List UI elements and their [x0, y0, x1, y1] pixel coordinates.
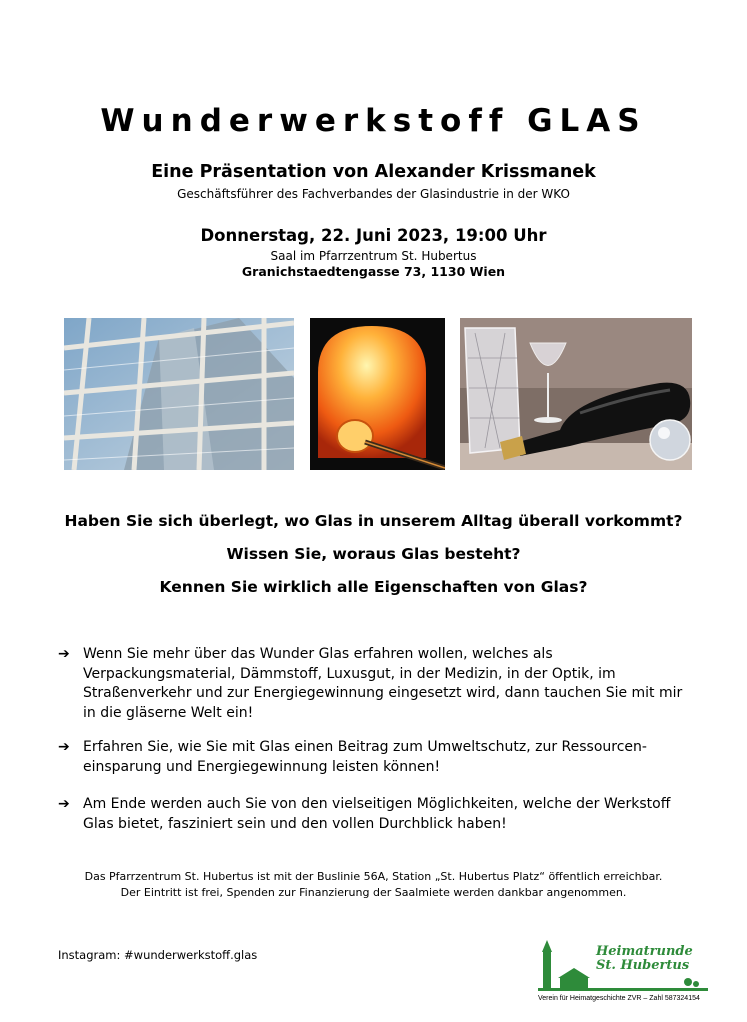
- bullet-line: Verpackungsmaterial, Dämmstoff, Luxusgut, in der Medizin, in der Optik, im: [83, 665, 616, 682]
- event-address: Granichstaedtengasse 73, 1130 Wien: [241, 264, 506, 279]
- question-1: Haben Sie sich überlegt, wo Glas in unserem Alltag überall vorkommt?: [64, 512, 683, 530]
- bullet-line: in die gläserne Welt ein!: [83, 704, 254, 721]
- glass-furnace-photo: [310, 318, 445, 470]
- event-datetime: Donnerstag, 22. Juni 2023, 19:00 Uhr: [200, 226, 547, 245]
- bullet-line: Am Ende werden auch Sie von den vielseitigen Möglichkeiten, welche der Werkstoff: [83, 796, 671, 812]
- bullet-item: [58, 795, 708, 834]
- question-2: Wissen Sie, woraus Glas besteht?: [226, 545, 521, 563]
- transport-note: Das Pfarrzentrum St. Hubertus ist mit der Buslinie 56A, Station „St. Hubertus Platz“ öffentlich erreichbar.: [84, 870, 663, 883]
- logo-name-line1: Heimatrunde: [596, 944, 693, 959]
- glass-facade-photo: [64, 318, 294, 470]
- instagram-handle: Instagram: #wunderwerkstoff.glas: [58, 948, 258, 962]
- question-3: Kennen Sie wirklich alle Eigenschaften von Glas?: [159, 578, 588, 596]
- arrow-right-icon: ➔: [58, 646, 70, 662]
- entry-note: Der Eintritt ist frei, Spenden zur Finanzierung der Saalmiete werden dankbar angenommen.: [120, 886, 627, 899]
- event-venue: Saal im Pfarrzentrum St. Hubertus: [270, 249, 477, 263]
- page-title: Wunderwerkstoff GLAS: [100, 103, 647, 139]
- bullet-line: Straßenverkehr und zur Energiegewinnung eingesetzt wird, dann tauchen Sie mit mir: [83, 685, 683, 701]
- bullet-line: Wenn Sie mehr über das Wunder Glas erfahren wollen, welches als: [83, 646, 553, 662]
- logo-name-line2: St. Hubertus: [596, 958, 690, 973]
- logo-subtitle: Verein für Heimatgeschichte ZVR – Zahl 587324154: [538, 995, 700, 1002]
- glass-bottle-crystal-photo: [460, 318, 692, 470]
- bullet-line: einsparung und Energiegewinnung leisten können!: [83, 758, 441, 775]
- presenter-role: Geschäftsführer des Fachverbandes der Glasindustrie in der WKO: [177, 187, 570, 201]
- arrow-right-icon: ➔: [58, 739, 70, 755]
- club-logo: [538, 938, 708, 1008]
- bullet-line: Glas bietet, fasziniert sein und den vollen Durchblick haben!: [83, 815, 507, 832]
- arrow-right-icon: ➔: [58, 796, 70, 812]
- bullet-item: [58, 738, 708, 777]
- presenter-line: Eine Präsentation von Alexander Krissmanek: [151, 162, 596, 182]
- bullet-line: Erfahren Sie, wie Sie mit Glas einen Beitrag zum Umweltschutz, zur Ressourcen-: [83, 739, 647, 755]
- bullet-item: [58, 645, 708, 723]
